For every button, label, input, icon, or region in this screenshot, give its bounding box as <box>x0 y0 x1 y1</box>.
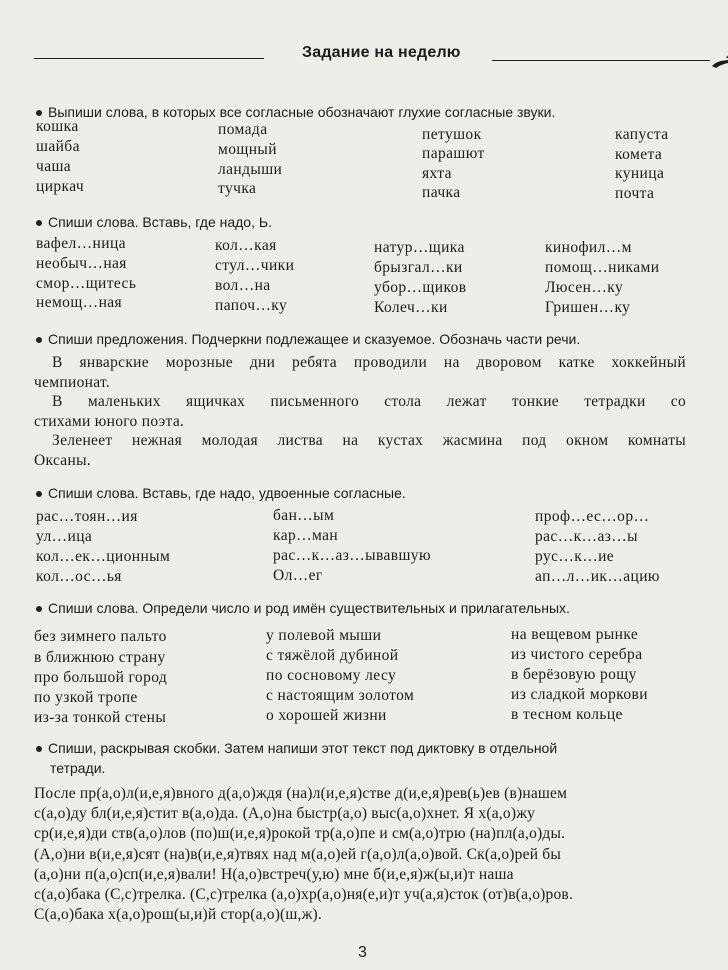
phrase: про большой город <box>34 669 168 686</box>
word: кошка <box>36 118 79 135</box>
word: помада <box>218 121 268 138</box>
sentence-line: стихами юного поэта. <box>34 412 185 430</box>
dictation-line: ср(и,е,я)ди ств(а,о)лов (по)ш(и,е,я)рокой тр(а,о)пе и см(а,о)трю (на)пл(а,о)ды. <box>34 825 566 843</box>
word: вол…на <box>215 277 271 294</box>
word: убор…щиков <box>374 279 467 296</box>
phrase: у полевой мыши <box>266 627 382 644</box>
tree-path-icon <box>710 28 728 68</box>
word: комета <box>615 146 663 163</box>
phrase: в ближнюю страну <box>34 649 166 666</box>
word: рас…к…аз…ывавшую <box>273 547 431 564</box>
word: ландыши <box>218 161 283 178</box>
task1-instruction <box>34 104 555 120</box>
word: циркач <box>36 178 85 195</box>
word: стул…чики <box>215 257 295 274</box>
page-title: Задание на неделю <box>302 44 461 61</box>
task1-instruction-text: Выпиши слова, в которых все согласные обозначают глухие согласные звуки. <box>48 104 556 120</box>
dictation-line: (А,о)ни в(и,е,я)сят (на)в(и,е,я)твях над м(а,о)ей г(а,о)л(а,о)вой. Ск(а,о)рей бы <box>34 845 561 863</box>
word: кар…ман <box>273 527 339 544</box>
phrase: из-за тонкой стены <box>34 709 167 726</box>
word: яхта <box>422 165 452 182</box>
word: вафел…ница <box>36 235 126 252</box>
bullet-icon <box>36 220 42 226</box>
sentence-line: чемпионат. <box>34 373 111 391</box>
task6-instruction-text: Спиши, раскрывая скобки. Затем напиши этот текст под диктовку в отдельной <box>48 740 558 756</box>
sentence-line: В маленьких ящичках письменного стола лежат тонкие тетрадки со <box>52 393 686 410</box>
task3-instruction <box>34 331 580 347</box>
page-number: 3 <box>358 944 367 961</box>
dictation-line: с(а,о)бака (С,с)трелка. (С,с)трелка (а,о)хр(а,о)ня(е,и)т уч(а,я)сток (от)в(а,о)ров. <box>34 886 574 904</box>
word: пачка <box>422 184 461 201</box>
dictation-text <box>34 784 690 925</box>
word: Люсен…ку <box>545 279 624 296</box>
phrase: в тесном кольце <box>511 706 623 723</box>
word: проф…ес…ор… <box>535 508 650 525</box>
sentence-line: В январские морозные дни ребята проводили на дворовом катке хоккейный <box>52 354 686 371</box>
word: рас…к…аз…ы <box>535 528 638 545</box>
phrase: на вещевом рынке <box>511 626 639 643</box>
task3-instruction-text: Спиши предложения. Подчеркни подлежащее и сказуемое. Обозначь части речи. <box>48 331 581 347</box>
word: почта <box>615 185 655 202</box>
task2-instruction-text: Спиши слова. Вставь, где надо, Ь. <box>48 214 272 230</box>
sentence-line: Оксаны. <box>34 451 91 469</box>
task4-instruction <box>34 485 406 501</box>
word: рас…тоян…ия <box>36 508 138 525</box>
word: капуста <box>615 126 669 143</box>
word: кол…ос…ья <box>36 568 122 585</box>
sentence-line: Зеленеет нежная молодая листва на кустах жасмина под окном комнаты <box>52 432 686 449</box>
page-header <box>34 44 724 70</box>
bullet-icon <box>36 746 42 752</box>
phrase: с настоящим золотом <box>266 687 415 704</box>
word: кол…ек…ционным <box>36 548 171 565</box>
word: рус…к…ие <box>535 548 615 565</box>
word: немощ…ная <box>36 294 123 311</box>
task3-sentences <box>34 353 686 470</box>
task6-instruction-text: тетради. <box>50 760 106 776</box>
word: ул…ица <box>36 528 93 545</box>
task5-instruction-text: Спиши слова. Определи число и род имён существительных и прилагательных. <box>48 600 570 616</box>
word: натур…щика <box>374 239 465 256</box>
word: кол…кая <box>215 237 277 254</box>
word: Гришен…ку <box>545 299 631 316</box>
word: кинофил…м <box>545 239 632 256</box>
word: парашют <box>422 145 485 162</box>
dictation-line: (а,о)ни п(а,о)сп(и,е,я)вали! Н(а,о)встреч(у,ю) мне б(и,е,я)ж(ы,и)т наша <box>34 865 514 883</box>
bullet-icon <box>36 606 42 612</box>
word: брызгал…ки <box>374 259 463 276</box>
phrase: о хорошей жизни <box>266 707 387 724</box>
phrase: по узкой тропе <box>34 689 138 706</box>
bullet-icon <box>36 110 42 116</box>
word: помощ…никами <box>545 259 660 276</box>
task2-instruction <box>34 214 272 230</box>
phrase: из сладкой моркови <box>511 686 648 703</box>
word: Ол…ег <box>273 567 323 584</box>
word: папоч…ку <box>215 297 288 314</box>
word: чаша <box>36 158 72 175</box>
word: мощный <box>218 141 277 158</box>
header-rule-left <box>34 58 264 59</box>
word: Колеч…ки <box>374 299 448 316</box>
word: шайба <box>36 138 80 155</box>
word: необыч…ная <box>36 255 127 272</box>
header-rule-right <box>492 60 710 61</box>
task6-instruction <box>34 738 557 778</box>
phrase: из чистого серебра <box>511 646 643 663</box>
dictation-line: с(а,о)ду бл(и,е,я)стит в(а,о)да. (А,о)на быстр(а,о) выс(а,о)хнет. Я х(а,о)жу <box>34 805 536 823</box>
task5-instruction <box>34 600 570 616</box>
word: куница <box>615 165 665 182</box>
phrase: в берёзовую рощу <box>511 666 637 683</box>
dictation-line: После пр(а,о)л(и,е,я)вного д(а,о)ждя (на)л(и,е,я)стве д(и,е,я)рев(ь)ев (в)нашем <box>34 785 568 802</box>
phrase: по сосновому лесу <box>266 667 397 684</box>
bullet-icon <box>36 491 42 497</box>
word: ап…л…ик…ацию <box>535 568 660 585</box>
bullet-icon <box>36 337 42 343</box>
word: бан…ым <box>273 507 335 524</box>
task4-instruction-text: Спиши слова. Вставь, где надо, удвоенные согласные. <box>48 485 406 501</box>
phrase: с тяжёлой дубиной <box>266 647 399 664</box>
phrase: без зимнего пальто <box>34 628 167 645</box>
word: смор…щитесь <box>36 275 137 292</box>
dictation-line: С(а,о)бака х(а,о)рош(ы,и)й стор(а,о)(ш,ж). <box>34 906 322 924</box>
word: тучка <box>218 180 257 197</box>
word: петушок <box>422 126 482 143</box>
